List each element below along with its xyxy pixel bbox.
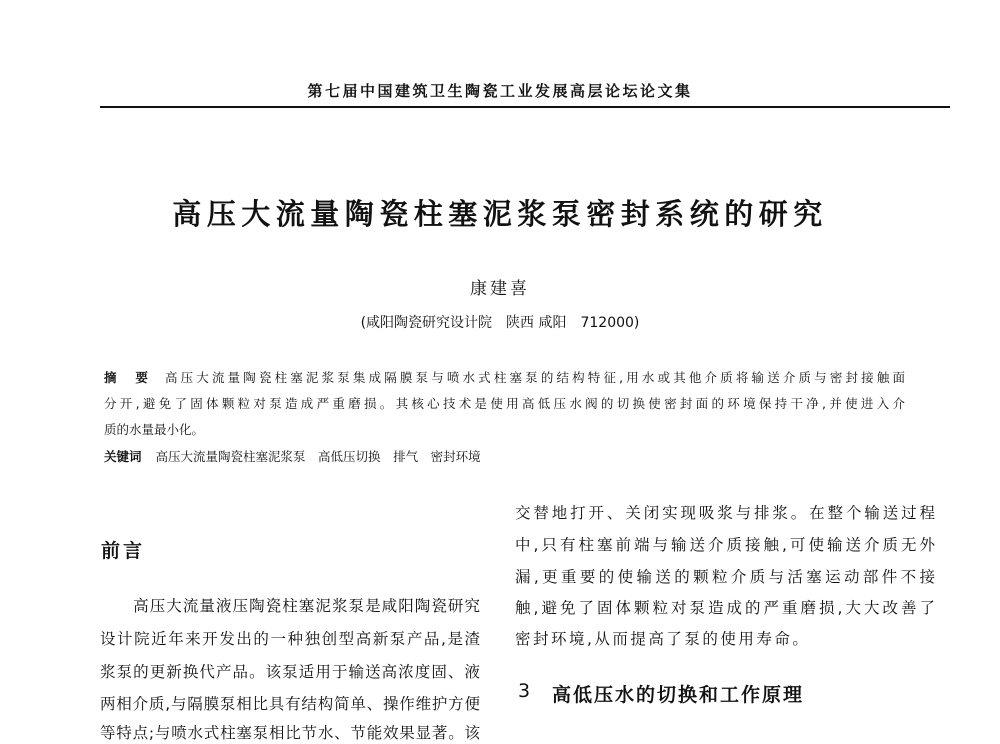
abstract-line: 分开,避免了固体颗粒对泵造成严重磨损。其核心技术是使用高低压水阀的切换使密封面的环境保持干净,并使进入介 (104, 396, 905, 411)
affiliation: (咸阳陶瓷研究设计院 陕西 咸阳 712000) (360, 315, 640, 331)
section-number: 3 (518, 680, 531, 702)
author: 康建喜 (470, 279, 530, 299)
keyword: 高低压切换 (318, 449, 381, 464)
keyword: 密封环境 (430, 449, 481, 464)
body-line: 两相介质,与隔膜泵相比具有结构简单、操作维护方便 (100, 695, 480, 713)
body-line: 等特点;与喷水式柱塞泵相比节水、节能效果显著。该 (100, 724, 480, 742)
running-header: 第七届中国建筑卫生陶瓷工业发展高层论坛论文集 (307, 82, 693, 100)
keywords-label: 关键词 (104, 449, 142, 464)
body-line: 触,避免了固体颗粒对泵造成的严重磨损,大大改善了 (515, 599, 935, 617)
keywords (104, 448, 905, 466)
body-line: 交替地打开、关闭实现吸浆与排浆。在整个输送过程 (515, 504, 935, 522)
section-heading: 高低压水的切换和工作原理 (552, 684, 805, 706)
abstract-line: 摘 要 高压大流量陶瓷柱塞泥浆泵集成隔膜泵与喷水式柱塞泵的结构特征,用水或其他介质将输送介质与密封接触面 (104, 370, 905, 385)
abstract-line: 质的水量最小化。 (104, 422, 205, 437)
paper-title: 高压大流量陶瓷柱塞泥浆泵密封系统的研究 (172, 197, 828, 231)
body-line: 高压大流量液压陶瓷柱塞泥浆泵是咸阳陶瓷研究 (100, 597, 480, 615)
body-line: 中,只有柱塞前端与输送介质接触,可使输送介质无外 (515, 536, 935, 554)
body-line: 密封环境,从而提高了泵的使用寿命。 (515, 630, 811, 648)
keyword: 排气 (393, 449, 419, 464)
keyword: 高压大流量陶瓷柱塞泥浆泵 (155, 449, 306, 464)
section-heading-preface: 前言 (101, 540, 146, 562)
abstract-label: 摘 要 (104, 370, 151, 385)
body-line: 设计院近年来开发出的一种独创型高新泵产品,是渣 (100, 630, 480, 648)
body-line: 浆泵的更新换代产品。该泵适用于输送高浓度固、液 (100, 663, 480, 681)
header-rule (100, 106, 950, 108)
body-line: 漏,更重要的使输送的颗粒介质与活塞运动部件不接 (515, 568, 935, 586)
